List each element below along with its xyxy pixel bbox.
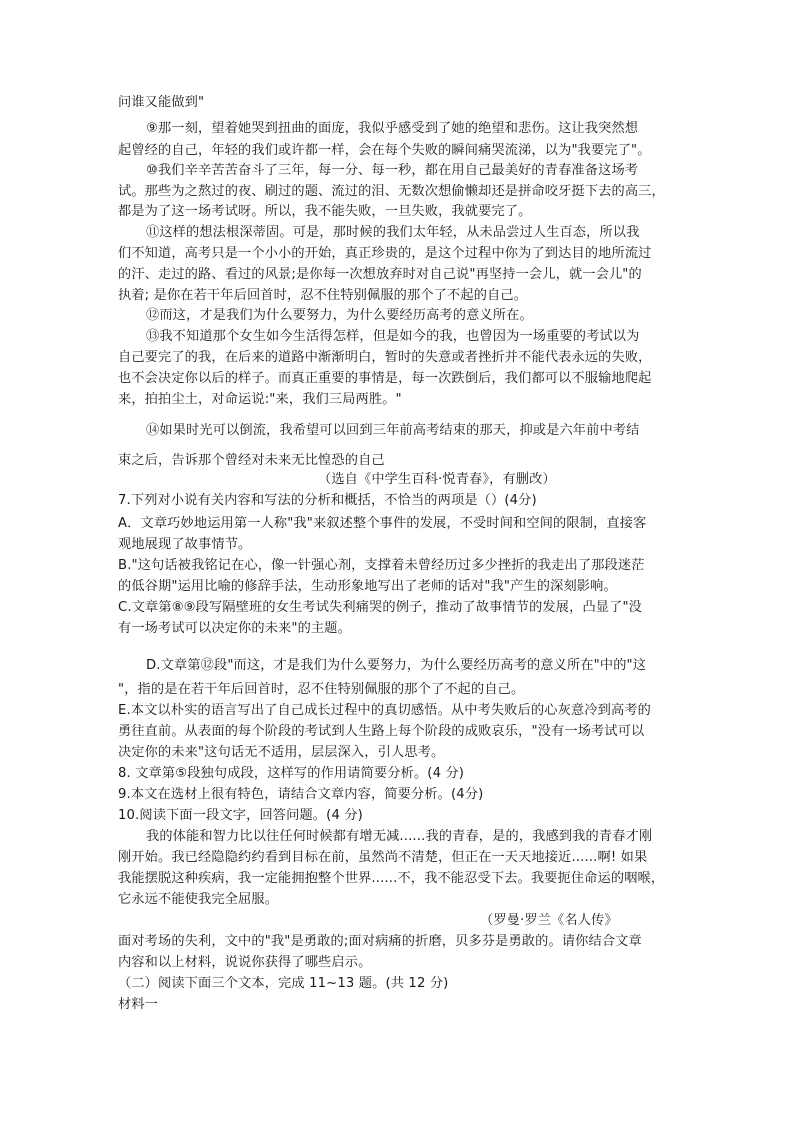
paragraph-13-cont: 自己要完了的我，在后来的道路中渐渐明白，暂时的失意或者挫折并不能代表永远的失败， xyxy=(118,350,652,365)
paragraph-13: ⑬我不知道那个女生如今生活得怎样，但是如今的我，也曾因为一场重要的考试以为 xyxy=(146,329,640,344)
paragraph-13-cont: 来，拍拍尘土，对命运说:"来，我们三局两胜。" xyxy=(118,392,402,407)
option-d-cont: "，指的是在若干年后回首时，忍不住特别佩服的那个了不起的自己。 xyxy=(118,682,525,697)
option-a-cont: 观地展现了故事情节。 xyxy=(118,537,252,552)
paragraph-10-cont: 试。那些为之熬过的夜、刷过的题、流过的泪、无数次想偷懒却还是拼命咬牙挺下去的高三， xyxy=(118,184,665,199)
option-e-cont: 勇往直前。从表面的每个阶段的考试到人生路上每个阶段的成败哀乐，"没有一场考试可以 xyxy=(118,724,645,739)
quote-paragraph-cont: 它永远不能使我完全屈服。 xyxy=(118,892,279,907)
option-e: E.本文以朴实的语言写出了自己成长过程中的真切感悟。从中考失败后的心灰意冷到高考的 xyxy=(118,703,651,718)
quote-source: （罗曼·罗兰《名人传》 xyxy=(480,913,618,928)
question-9: 9.本文在选材上很有特色，请结合文章内容，简要分析。(4分) xyxy=(118,787,484,802)
question-10-stem: 10.阅读下面一段文字，回答问题。(4 分) xyxy=(118,808,363,823)
paragraph-line: 问谁又能做到" xyxy=(118,95,205,110)
option-c-cont: 有一场考试可以决定你的未来"的主题。 xyxy=(118,621,351,636)
option-b: B."这句话被我铭记在心，像一针强心剂，支撑着未曾经历过多少挫折的我走出了那段迷茫 xyxy=(118,558,645,573)
question-10-ask: 面对考场的失利，文中的"我"是勇敢的;面对病痛的折磨，贝多芬是勇敢的。请你结合文章 xyxy=(118,934,642,949)
paragraph-14-cont: 束之后，告诉那个曾经对未来无比惶恐的自己 xyxy=(118,453,385,468)
question-8: 8. 文章第⑤段独句成段，这样写的作用请简要分析。(4 分) xyxy=(118,766,465,781)
paragraph-9-cont: 起曾经的自己，年轻的我们或许都一样，会在每个失败的瞬间痛哭流涕，以为"我要完了"。 xyxy=(118,143,651,158)
option-e-cont: 决定你的未来"这句话无不适用，层层深入，引人思考。 xyxy=(118,745,445,760)
paragraph-14: ⑭如果时光可以倒流，我希望可以回到三年前高考结束的那天，抑或是六年前中考结 xyxy=(146,423,640,438)
paragraph-10-cont: 都是为了这一场考试呀。所以，我不能失败，一旦失败，我就要完了。 xyxy=(118,204,532,219)
material-label: 材料一 xyxy=(118,997,159,1012)
source-citation: （选自《中学生百科·悦青春》，有删改） xyxy=(318,472,556,487)
paragraph-11-cont: 们不知道，高考只是一个小小的开始，真正珍贵的，是这个过程中你为了到达目的地所流过 xyxy=(118,246,652,261)
option-c: C.文章第⑧⑨段写隔壁班的女生考试失利痛哭的例子，推动了故事情节的发展，凸显了"没 xyxy=(118,600,643,615)
paragraph-11-cont: 的汗、走过的路、看过的风景;是你每一次想放弃时对自己说"再坚持一会儿，就一会儿"的 xyxy=(118,267,642,282)
option-a: A．文章巧妙地运用第一人称"我"来叙述整个事件的发展，不受时间和空间的限制，直接客 xyxy=(118,516,647,531)
quote-paragraph: 我的体能和智力比以往任何时候都有增无减......我的青春，是的，我感到我的青春才刚 xyxy=(146,829,653,844)
quote-paragraph-cont: 刚开始。我已经隐隐约约看到目标在前，虽然尚不清楚，但正在一天天地接近......啊! 如果 xyxy=(118,850,648,865)
option-b-cont: 的低谷期"运用比喻的修辞手法，生动形象地写出了老师的话对"我"产生的深刻影响。 xyxy=(118,579,617,594)
option-d: D.文章第⑫段"而这，才是我们为什么要努力，为什么要经历高考的意义所在"中的"这 xyxy=(146,658,647,673)
paragraph-11-cont: 执着; 是你在若干年后回首时，忍不住特别佩服的那个了不起的自己。 xyxy=(118,288,528,303)
paragraph-11: ⑪这样的想法根深蒂固。可是，那时候的我们太年轻，从未品尝过人生百态，所以我 xyxy=(146,225,640,240)
paragraph-9: ⑨那一刻，望着她哭到扭曲的面庞，我似乎感受到了她的绝望和悲伤。这让我突然想 xyxy=(146,121,639,136)
quote-paragraph-cont: 我能摆脱这种疾病，我一定能拥抱整个世界......不，我不能忍受下去。我要扼住命运的咽喉， xyxy=(118,871,665,886)
paragraph-10: ⑩我们辛辛苦苦奋斗了三年，每一分、每一秒，都在用自己最美好的青春准备这场考 xyxy=(146,163,639,178)
question-7-stem: 7.下列对小说有关内容和写法的分析和概括，不恰当的两项是（）(4分) xyxy=(118,493,537,508)
paragraph-13-cont: 也不会决定你以后的样子。而真正重要的事情是，每一次跌倒后，我们都可以不服输地爬起 xyxy=(118,371,652,386)
section-heading: （二）阅读下面三个文本，完成 11~13 题。(共 12 分) xyxy=(118,976,449,991)
paragraph-12: ⑫而这，才是我们为什么要努力，为什么要经历高考的意义所在。 xyxy=(146,308,533,323)
question-10-ask-cont: 内容和以上材料，说说你获得了哪些启示。 xyxy=(118,955,372,970)
